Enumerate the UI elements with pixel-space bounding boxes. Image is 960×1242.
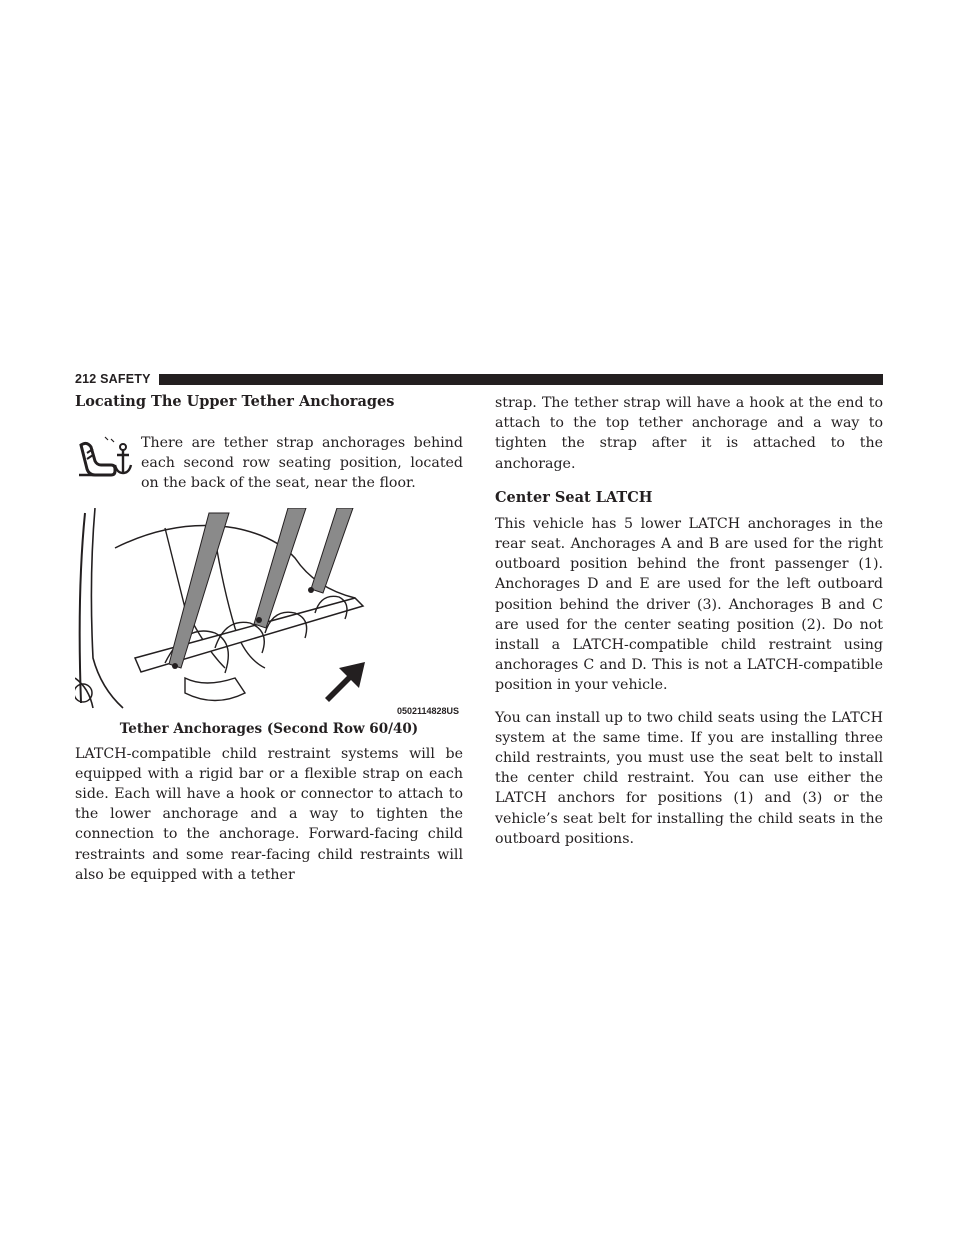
- tether-continued-paragraph: strap. The tether strap will have a hook at the end to attach to the top tether anchorage and a way to tighten the strap after it is attached to the anchorage.: [495, 395, 883, 472]
- left-column: [75, 393, 463, 885]
- figure-code: 0502114828US: [396, 705, 459, 716]
- latch-systems-paragraph: LATCH-compatible child restraint systems will be equipped with a rigid bar or a flexible strap on each side. Each will have a hook or connector to attach to the lower anchorage and a way to tighten the connection to the anchorage. Forward-facing child restraints and some rear-facing child restraints will also be equipped with a tether: [75, 745, 463, 883]
- page-header: [75, 370, 883, 388]
- page-number-section: 212 SAFETY: [75, 372, 151, 386]
- tether-anchorage-figure: [75, 508, 463, 718]
- center-latch-paragraph-1: This vehicle has 5 lower LATCH anchorages in the rear seat. Anchorages A and B are used for the right outboard position behind the front passenger (1). Anchorages D and E are used for the left outboard position behind the driver (3). Anchorages B and C are used for the center seating position (2). Do not install a LATCH-compatible child restraint using anchorages C and D. This is not a LATCH-compatible position in your vehicle.: [495, 515, 883, 694]
- icon-note: [75, 433, 463, 494]
- icon-note-text: There are tether strap anchorages behind each second row seating position, located on the back of the seat, near the floor.: [141, 435, 463, 492]
- section-heading-upper-tether: Locating The Upper Tether Anchorages: [75, 393, 395, 410]
- center-latch-paragraph-2: You can install up to two child seats using the LATCH system at the same time. If you are installing three child restraints, you must use the seat belt to install the center child restraint. You can use either the LATCH anchors for positions (1) and (3) or the vehicle’s seat belt for installing the child seats in the outboard positions.: [495, 709, 883, 847]
- child-seat-anchor-icon: [75, 433, 137, 491]
- figure-caption: Tether Anchorages (Second Row 60/40): [119, 720, 419, 737]
- right-column: [495, 393, 883, 849]
- seat-illustration: [75, 508, 463, 718]
- section-heading-center-seat-latch: Center Seat LATCH: [495, 488, 653, 506]
- header-rule: [159, 374, 883, 385]
